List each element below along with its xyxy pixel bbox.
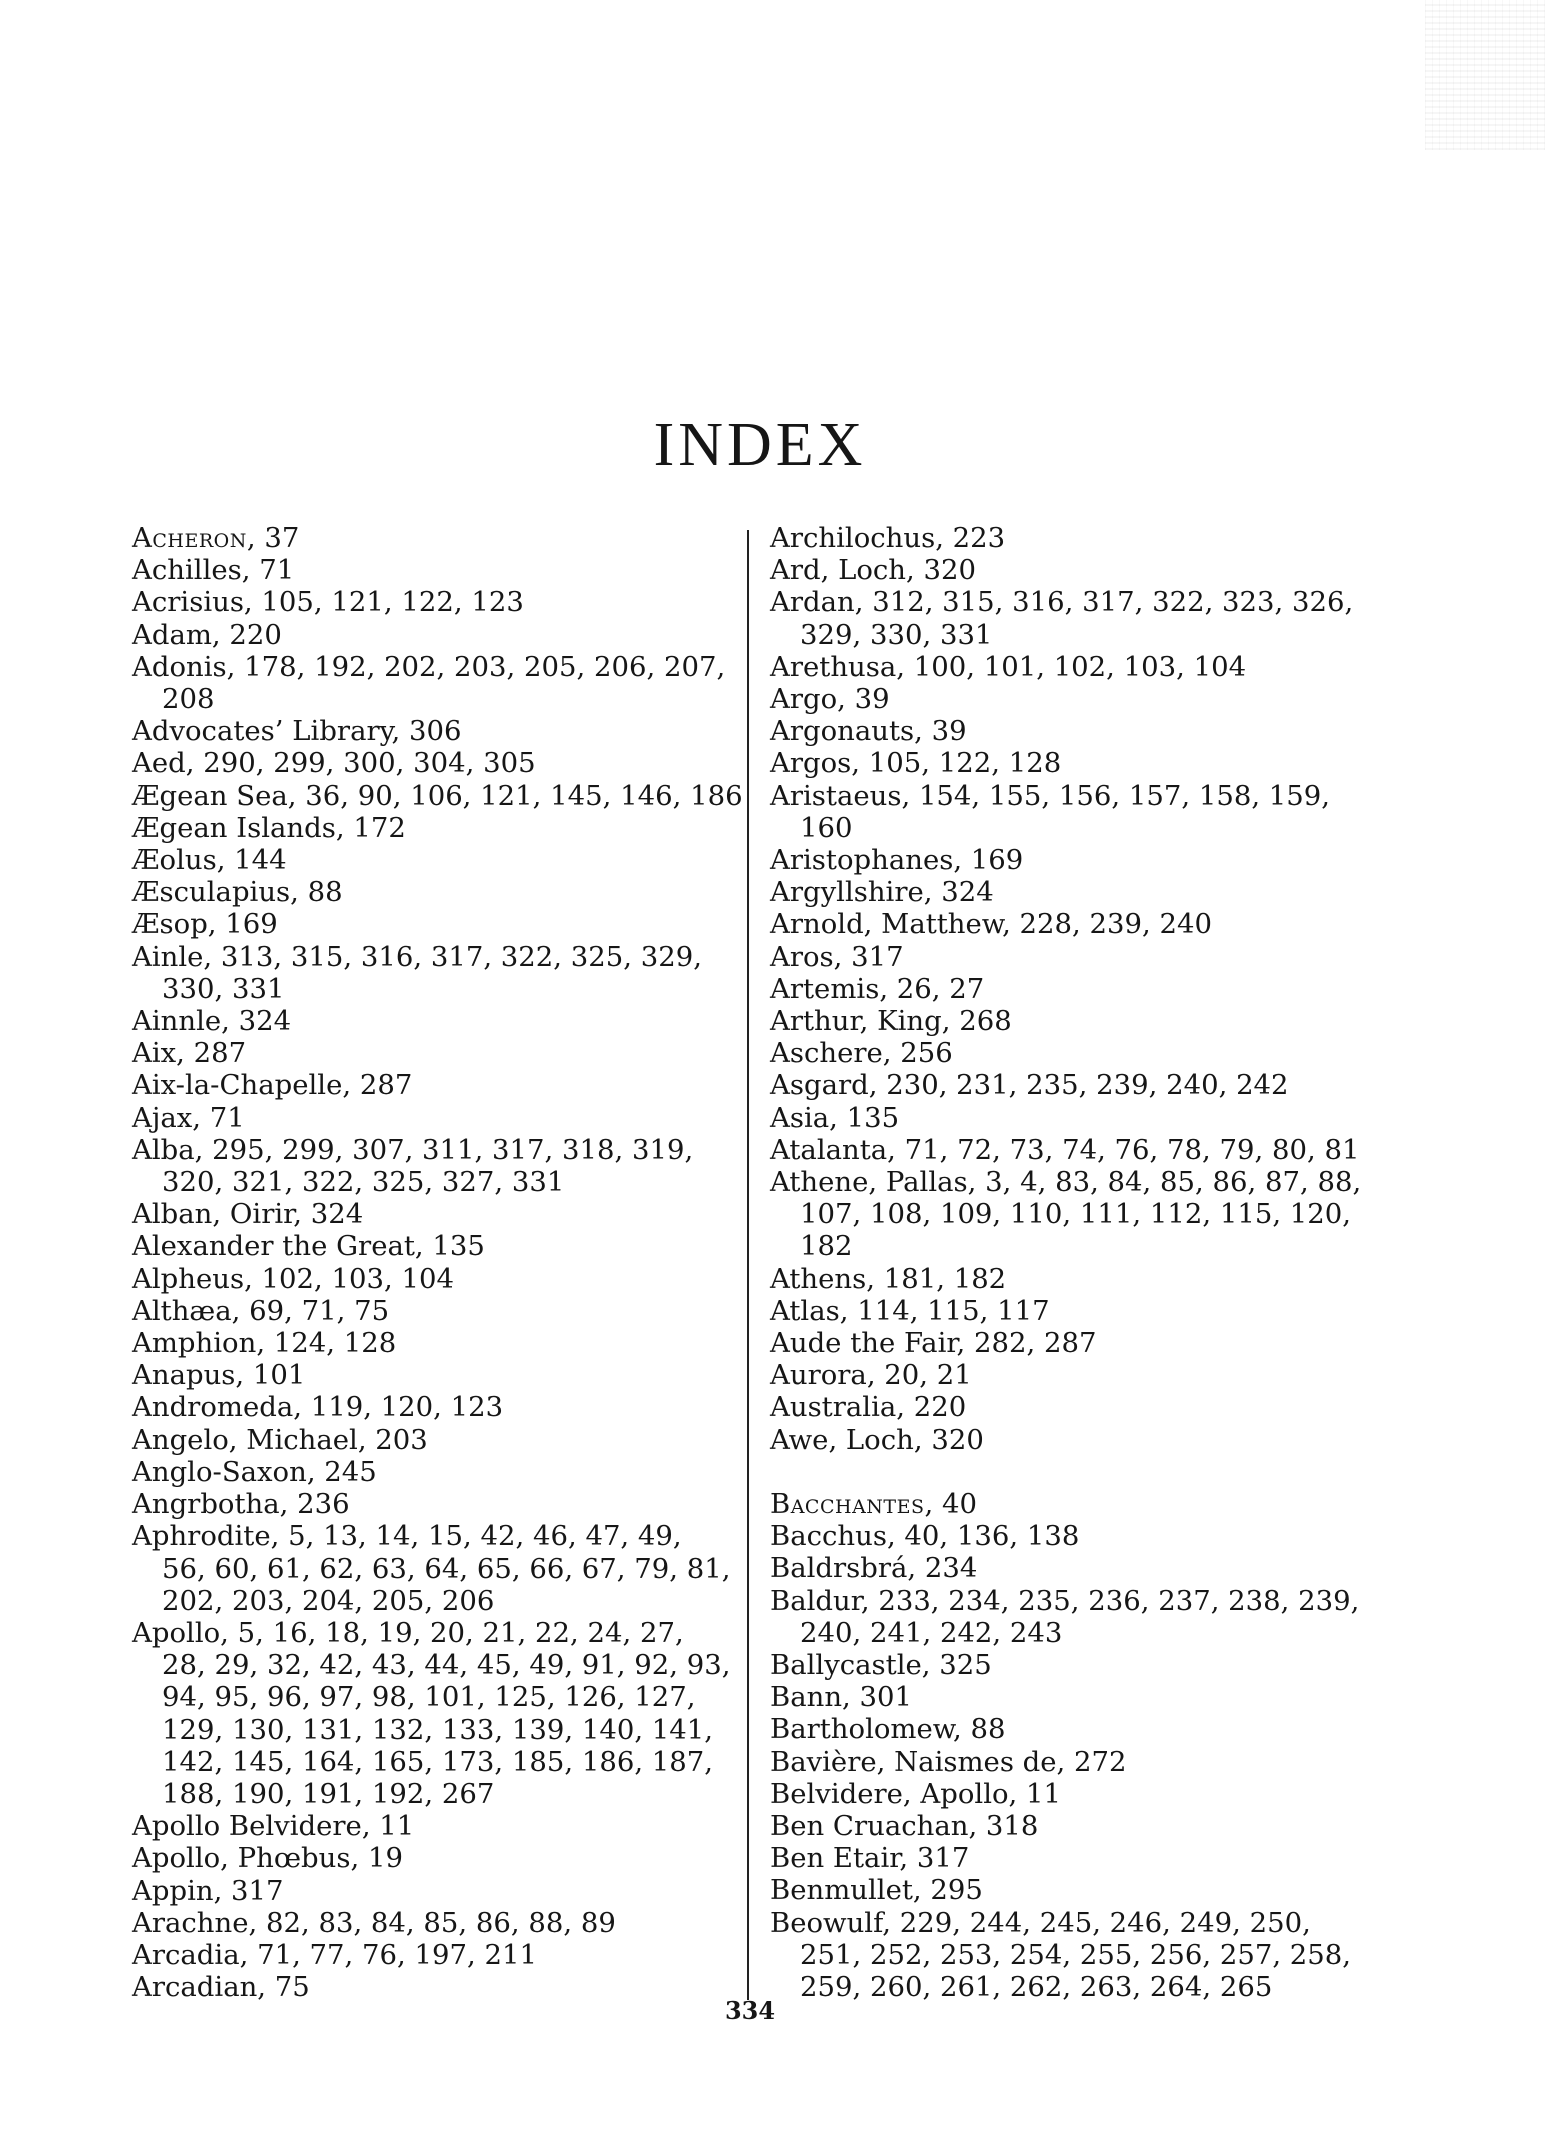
index-entry-line: Acrisius, 105, 121, 122, 123 — [132, 586, 524, 619]
index-entry-line: Aschere, 256 — [770, 1037, 953, 1070]
section-head-pages: , 37 — [246, 522, 300, 554]
index-entry-line: Arnold, Matthew, 228, 239, 240 — [770, 908, 1212, 941]
index-entry — [770, 747, 1390, 779]
index-entry — [770, 1520, 1390, 1552]
index-entry-continuation: 251, 252, 253, 254, 255, 256, 257, 258, — [800, 1938, 1352, 1971]
index-entry-line: Baldur, 233, 234, 235, 236, 237, 238, 239, — [770, 1584, 1360, 1617]
index-entry-line: Australia, 220 — [770, 1391, 967, 1424]
index-entry-line: Achilles, 71 — [132, 554, 295, 587]
index-entry-line: Ainnle, 324 — [132, 1005, 292, 1038]
index-entry — [770, 844, 1390, 876]
section-head-pages: , 40 — [924, 1487, 977, 1520]
index-entry — [132, 812, 742, 844]
index-entry — [770, 1295, 1390, 1327]
index-entry-line: Andromeda, 119, 120, 123 — [132, 1391, 504, 1424]
index-entry — [132, 1295, 742, 1327]
index-entry — [770, 1166, 1390, 1263]
index-entry-line: Advocates’ Library, 306 — [132, 715, 462, 748]
index-entry-line: Atlas, 114, 115, 117 — [770, 1294, 1050, 1327]
index-entry-line: Ægean Islands, 172 — [132, 811, 406, 844]
index-entry-line: Æsop, 169 — [132, 908, 278, 941]
index-entry-line: Aix, 287 — [132, 1037, 247, 1070]
index-entry-continuation: 259, 260, 261, 262, 263, 264, 265 — [800, 1970, 1273, 2003]
index-entry-line: Ajax, 71 — [132, 1101, 245, 1134]
index-entry — [132, 1327, 742, 1359]
index-entry — [132, 1520, 742, 1617]
index-entry-line: Ardan, 312, 315, 316, 317, 322, 323, 326, — [770, 586, 1354, 619]
index-entry-continuation: 94, 95, 96, 97, 98, 101, 125, 126, 127, — [162, 1681, 696, 1714]
index-entry — [770, 876, 1390, 908]
index-entry-line: Belvidere, Apollo, 11 — [770, 1777, 1062, 1810]
index-entry-line: Bavière, Naismes de, 272 — [770, 1745, 1127, 1778]
page-title: INDEX — [653, 411, 867, 479]
index-entry-line: Ard, Loch, 320 — [770, 554, 976, 587]
index-entry-line: Aix-la-Chapelle, 287 — [132, 1069, 413, 1102]
index-entry-line: Angelo, Michael, 203 — [132, 1423, 428, 1456]
index-entry-continuation: 320, 321, 322, 325, 327, 331 — [162, 1166, 565, 1199]
index-entry — [770, 1713, 1390, 1745]
index-entry-line: Atalanta, 71, 72, 73, 74, 76, 78, 79, 80, 81 — [770, 1133, 1360, 1166]
index-entry-line: Aristophanes, 169 — [770, 844, 1024, 877]
index-entry — [132, 1810, 742, 1842]
index-entry — [770, 1746, 1390, 1778]
index-entry — [132, 522, 742, 554]
index-entry-line: Althæa, 69, 71, 75 — [132, 1294, 390, 1327]
index-entry-continuation: 28, 29, 32, 42, 43, 44, 45, 49, 91, 92, 93, — [162, 1649, 731, 1682]
index-entry — [770, 1134, 1390, 1166]
index-entry-line: Ægean Sea, 36, 90, 106, 121, 145, 146, 186 — [132, 779, 743, 812]
index-entry — [132, 715, 742, 747]
index-entry-line: Argyllshire, 324 — [770, 876, 994, 909]
index-entry — [770, 941, 1390, 973]
index-entry-line: Aristaeus, 154, 155, 156, 157, 158, 159, — [770, 779, 1331, 812]
index-entry — [132, 1102, 742, 1134]
index-entry — [770, 1359, 1390, 1391]
index-entry — [770, 651, 1390, 683]
index-entry — [770, 1488, 1390, 1520]
index-entry-line: Argo, 39 — [770, 683, 890, 716]
index-entry — [132, 1617, 742, 1810]
index-entry-line: Aed, 290, 299, 300, 304, 305 — [132, 747, 536, 780]
index-entry-line: Aude the Fair, 282, 287 — [770, 1327, 1097, 1360]
index-entry — [132, 876, 742, 908]
index-entry-continuation: 330, 331 — [162, 972, 285, 1005]
index-entry — [770, 1552, 1390, 1584]
index-entry-continuation: 208 — [162, 683, 215, 716]
index-entry-line: Beowulf, 229, 244, 245, 246, 249, 250, — [770, 1906, 1311, 1939]
index-entry-continuation: 240, 241, 242, 243 — [800, 1616, 1063, 1649]
index-column-left — [132, 522, 742, 2003]
column-divider — [747, 530, 749, 2000]
index-entry — [770, 586, 1390, 650]
index-entry — [132, 844, 742, 876]
index-entry-continuation: 329, 330, 331 — [800, 618, 993, 651]
index-entry — [132, 1456, 742, 1488]
page-number: 334 — [724, 1996, 776, 2025]
index-entry-line: Arcadian, 75 — [132, 1971, 310, 2004]
index-entry-continuation: 202, 203, 204, 205, 206 — [162, 1584, 495, 1617]
index-entry — [770, 908, 1390, 940]
index-entry-line: Apollo, 5, 16, 18, 19, 20, 21, 22, 24, 27, — [132, 1616, 684, 1649]
index-entry — [770, 973, 1390, 1005]
index-entry — [770, 1263, 1390, 1295]
index-entry-line: Arthur, King, 268 — [770, 1005, 1012, 1038]
index-entry — [770, 1810, 1390, 1842]
index-entry-line: Athens, 181, 182 — [770, 1262, 1007, 1295]
index-entry-continuation: 160 — [800, 811, 853, 844]
index-entry-line: Alban, Oirir, 324 — [132, 1198, 364, 1231]
index-entry-line: Ballycastle, 325 — [770, 1648, 992, 1681]
index-entry — [770, 780, 1390, 844]
index-entry — [770, 1037, 1390, 1069]
index-entry-continuation: 107, 108, 109, 110, 111, 112, 115, 120, — [800, 1198, 1352, 1231]
index-entry-continuation: 182 — [800, 1230, 853, 1263]
index-entry-line: Arcadia, 71, 77, 76, 197, 211 — [132, 1938, 537, 1971]
index-entry — [770, 1874, 1390, 1906]
index-entry — [770, 554, 1390, 586]
index-entry-continuation: 129, 130, 131, 132, 133, 139, 140, 141, — [162, 1713, 714, 1746]
index-entry — [132, 908, 742, 940]
index-entry-line: Ben Etair, 317 — [770, 1842, 970, 1875]
index-entry-line: Anapus, 101 — [132, 1359, 306, 1392]
index-entry — [132, 1488, 742, 1520]
index-entry — [132, 554, 742, 586]
index-entry — [132, 1069, 742, 1101]
index-entry — [770, 522, 1390, 554]
index-entry-line: Alba, 295, 299, 307, 311, 317, 318, 319, — [132, 1133, 694, 1166]
index-entry — [132, 1037, 742, 1069]
index-entry — [132, 619, 742, 651]
index-entry — [132, 1939, 742, 1971]
index-entry-line: Bann, 301 — [770, 1681, 912, 1714]
index-entry — [132, 1230, 742, 1262]
index-entry — [132, 747, 742, 779]
index-entry-continuation: 142, 145, 164, 165, 173, 185, 186, 187, — [162, 1745, 714, 1778]
index-entry — [770, 1005, 1390, 1037]
index-column-right — [770, 522, 1390, 2003]
index-entry — [770, 715, 1390, 747]
index-entry — [770, 1424, 1390, 1456]
index-entry — [132, 941, 742, 1005]
index-entry-line: Baldrsbrá, 234 — [770, 1552, 978, 1585]
section-head-word: Bacchantes — [770, 1487, 925, 1520]
index-entry — [132, 651, 742, 715]
index-entry — [132, 780, 742, 812]
index-entry — [132, 1842, 742, 1874]
index-entry — [770, 1778, 1390, 1810]
index-entry-line: Athene, Pallas, 3, 4, 83, 84, 85, 86, 87, 88, — [770, 1166, 1362, 1199]
index-entry-line: Apollo Belvidere, 11 — [132, 1810, 415, 1843]
index-entry-line: Bartholomew, 88 — [770, 1713, 1006, 1746]
index-entry-line: Apollo, Phœbus, 19 — [132, 1842, 403, 1875]
index-entry-line: Benmullet, 295 — [770, 1874, 983, 1907]
index-entry-line: Aurora, 20, 21 — [770, 1359, 972, 1392]
index-entry — [132, 1907, 742, 1939]
index-entry-line: Archilochus, 223 — [770, 522, 1006, 554]
index-entry-line: Arachne, 82, 83, 84, 85, 86, 88, 89 — [132, 1906, 616, 1939]
index-entry — [770, 1069, 1390, 1101]
index-entry — [132, 1198, 742, 1230]
index-entry — [132, 1359, 742, 1391]
index-entry-line: Artemis, 26, 27 — [770, 972, 985, 1005]
index-entry — [770, 1585, 1390, 1649]
index-entry-line: Argos, 105, 122, 128 — [770, 747, 1062, 780]
index-entry — [770, 1391, 1390, 1423]
section-head-word: Acheron — [132, 522, 247, 554]
index-entry-line: Angrbotha, 236 — [132, 1488, 350, 1521]
index-entry-line: Amphion, 124, 128 — [132, 1327, 397, 1360]
section-gap — [770, 1456, 1390, 1488]
index-entry — [132, 1005, 742, 1037]
index-entry — [770, 683, 1390, 715]
scan-noise — [1425, 0, 1545, 150]
index-entry-line: Appin, 317 — [132, 1874, 284, 1907]
index-entry — [132, 1134, 742, 1198]
index-entry — [132, 586, 742, 618]
index-entry — [132, 1424, 742, 1456]
index-entry-line: Alexander the Great, 135 — [132, 1230, 485, 1263]
index-entry-continuation: 188, 190, 191, 192, 267 — [162, 1777, 495, 1810]
index-entry-line: Adam, 220 — [132, 618, 282, 651]
index-entry — [770, 1907, 1390, 2004]
index-entry — [132, 1263, 742, 1295]
index-entry-line: Anglo-Saxon, 245 — [132, 1455, 377, 1488]
index-entry-line: Ben Cruachan, 318 — [770, 1809, 1039, 1842]
index-entry — [770, 1102, 1390, 1134]
index-entry-line: Arethusa, 100, 101, 102, 103, 104 — [770, 650, 1247, 683]
index-entry-line: Asgard, 230, 231, 235, 239, 240, 242 — [770, 1069, 1289, 1102]
index-entry — [770, 1842, 1390, 1874]
index-entry — [132, 1391, 742, 1423]
index-entry-line: Awe, Loch, 320 — [770, 1423, 984, 1456]
index-entry-line: Aros, 317 — [770, 940, 904, 973]
index-entry — [770, 1649, 1390, 1681]
index-entry-line: Æsculapius, 88 — [132, 876, 343, 909]
index-entry-line — [132, 522, 742, 554]
index-entry — [770, 1327, 1390, 1359]
index-entry-line: Argonauts, 39 — [770, 715, 967, 748]
index-entry-line: Bacchus, 40, 136, 138 — [770, 1520, 1080, 1553]
index-entry-line: Alpheus, 102, 103, 104 — [132, 1262, 454, 1295]
index-entry-line: Adonis, 178, 192, 202, 203, 205, 206, 207, — [132, 650, 726, 683]
index-entry — [770, 1681, 1390, 1713]
index-entry-line: Ainle, 313, 315, 316, 317, 322, 325, 329, — [132, 940, 702, 973]
index-entry-line: Asia, 135 — [770, 1101, 900, 1134]
index-entry-line: Æolus, 144 — [132, 844, 287, 877]
index-entry-line: Aphrodite, 5, 13, 14, 15, 42, 46, 47, 49, — [132, 1520, 682, 1553]
index-entry — [132, 1875, 742, 1907]
index-entry-line — [770, 1488, 1390, 1520]
index-entry-continuation: 56, 60, 61, 62, 63, 64, 65, 66, 67, 79, 81, — [162, 1552, 731, 1585]
